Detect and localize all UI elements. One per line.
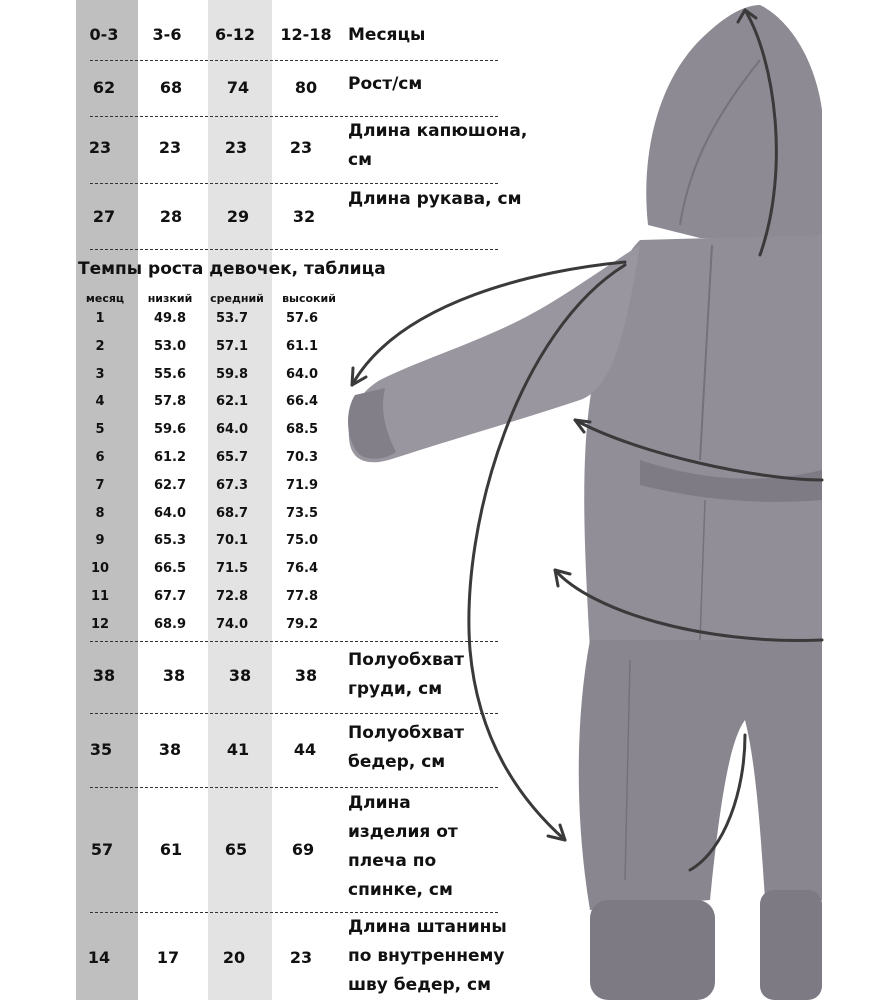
growth-header-mid: средний (210, 292, 264, 305)
inseam-label: Длина штанины по внутреннему шву бедер, см (348, 917, 507, 995)
chest-cell-1: 38 (162, 666, 186, 685)
body-length-cell-2: 65 (224, 840, 248, 859)
growth-cell: 75.0 (285, 533, 319, 549)
hips-cell-3: 44 (293, 740, 317, 759)
chest-cell-3: 38 (294, 666, 318, 685)
growth-cell: 59.8 (215, 366, 249, 382)
growth-cell: 62.1 (215, 394, 249, 410)
inseam-cell-1: 17 (156, 948, 180, 967)
height-cell-0: 62 (92, 78, 116, 97)
growth-cell: 57.8 (153, 394, 187, 410)
growth-cell: 7 (95, 477, 105, 493)
growth-header-low: низкий (147, 292, 193, 305)
growth-cell: 64.0 (215, 422, 249, 438)
hips-cell-2: 41 (226, 740, 250, 759)
sleeve-cell-2: 29 (226, 207, 250, 226)
growth-cell: 68.7 (215, 505, 249, 521)
body-length-label: Длина изделия от плеча по спинке, см (348, 793, 458, 900)
inseam-cell-2: 20 (222, 948, 246, 967)
section-divider (90, 713, 498, 714)
growth-cell: 61.2 (153, 450, 187, 465)
growth-cell: 49.8 (153, 311, 187, 326)
growth-cell: 57.1 (215, 338, 249, 354)
section-divider (90, 60, 498, 61)
height-cell-1: 68 (159, 78, 183, 97)
sleeve-cell-3: 32 (292, 207, 316, 226)
growth-cell: 64.0 (153, 505, 187, 521)
growth-cell: 10 (90, 561, 110, 577)
growth-cell: 8 (95, 505, 105, 521)
growth-cell: 66.4 (285, 394, 319, 410)
growth-cell: 57.6 (285, 311, 319, 326)
growth-cell: 1 (95, 311, 105, 326)
growth-cell: 64.0 (285, 366, 319, 382)
hips-cell-0: 35 (89, 740, 113, 759)
growth-cell: 4 (95, 394, 105, 410)
chest-label: Полуобхват груди, см (348, 650, 465, 699)
section-divider (90, 787, 498, 788)
growth-cell: 61.1 (285, 338, 319, 354)
height-cell-2: 74 (226, 78, 250, 97)
hood-label: Длина капюшона, см (348, 121, 528, 170)
hood-cell-3: 23 (289, 138, 313, 157)
hips-cell-1: 38 (158, 740, 182, 759)
sleeve-cell-1: 28 (159, 207, 183, 226)
sleeve-cell-0: 27 (92, 207, 116, 226)
growth-cell: 3 (95, 366, 105, 382)
section-divider (90, 183, 498, 184)
growth-cell: 67.7 (153, 589, 187, 604)
growth-header-month: месяц (85, 292, 125, 305)
hood-cell-2: 23 (224, 138, 248, 157)
growth-cell: 68.5 (285, 422, 319, 438)
height-cell-3: 80 (294, 78, 318, 97)
chest-cell-2: 38 (228, 666, 252, 685)
growth-cell: 74.0 (215, 616, 249, 632)
growth-cell: 2 (95, 338, 105, 354)
months-label: Месяцы (348, 25, 426, 45)
growth-cell: 9 (95, 533, 105, 549)
growth-cell: 72.8 (215, 589, 249, 604)
inseam-cell-3: 23 (289, 948, 313, 967)
growth-cell: 70.3 (285, 450, 319, 465)
section-divider (90, 249, 498, 250)
growth-table-title: Темпы роста девочек, таблица (78, 259, 386, 279)
months-cell-3: 12-18 (280, 25, 332, 44)
growth-cell: 79.2 (285, 616, 319, 632)
growth-cell: 53.0 (153, 338, 187, 354)
growth-cell: 5 (95, 422, 105, 438)
growth-cell: 71.9 (285, 477, 319, 493)
growth-cell: 71.5 (215, 561, 249, 577)
growth-cell: 11 (90, 589, 110, 604)
growth-cell: 67.3 (215, 477, 249, 493)
growth-cell: 59.6 (153, 422, 187, 438)
height-label: Рост/см (348, 74, 423, 94)
hips-label: Полуобхват бедер, см (348, 723, 465, 772)
growth-cell: 66.5 (153, 561, 187, 577)
months-cell-2: 6-12 (214, 25, 256, 44)
growth-cell: 68.9 (153, 616, 187, 632)
body-length-cell-3: 69 (291, 840, 315, 859)
growth-cell: 6 (95, 450, 105, 465)
growth-cell: 62.7 (153, 477, 187, 493)
section-divider (90, 641, 498, 642)
chest-cell-0: 38 (92, 666, 116, 685)
growth-cell: 55.6 (153, 366, 187, 382)
sleeve-label: Длина рукава, см (348, 189, 522, 209)
body-length-cell-0: 57 (90, 840, 114, 859)
months-cell-1: 3-6 (152, 25, 182, 44)
growth-cell: 70.1 (215, 533, 249, 549)
months-cell-0: 0-3 (89, 25, 119, 44)
hood-cell-0: 23 (88, 138, 112, 157)
growth-cell: 77.8 (285, 589, 319, 604)
growth-cell: 53.7 (215, 311, 249, 326)
growth-cell: 12 (90, 616, 110, 632)
growth-cell: 65.7 (215, 450, 249, 465)
growth-cell: 73.5 (285, 505, 319, 521)
hood-cell-1: 23 (158, 138, 182, 157)
body-length-cell-1: 61 (159, 840, 183, 859)
growth-header-high: высокий (282, 292, 336, 305)
growth-cell: 65.3 (153, 533, 187, 549)
growth-cell: 76.4 (285, 561, 319, 577)
inseam-cell-0: 14 (87, 948, 111, 967)
